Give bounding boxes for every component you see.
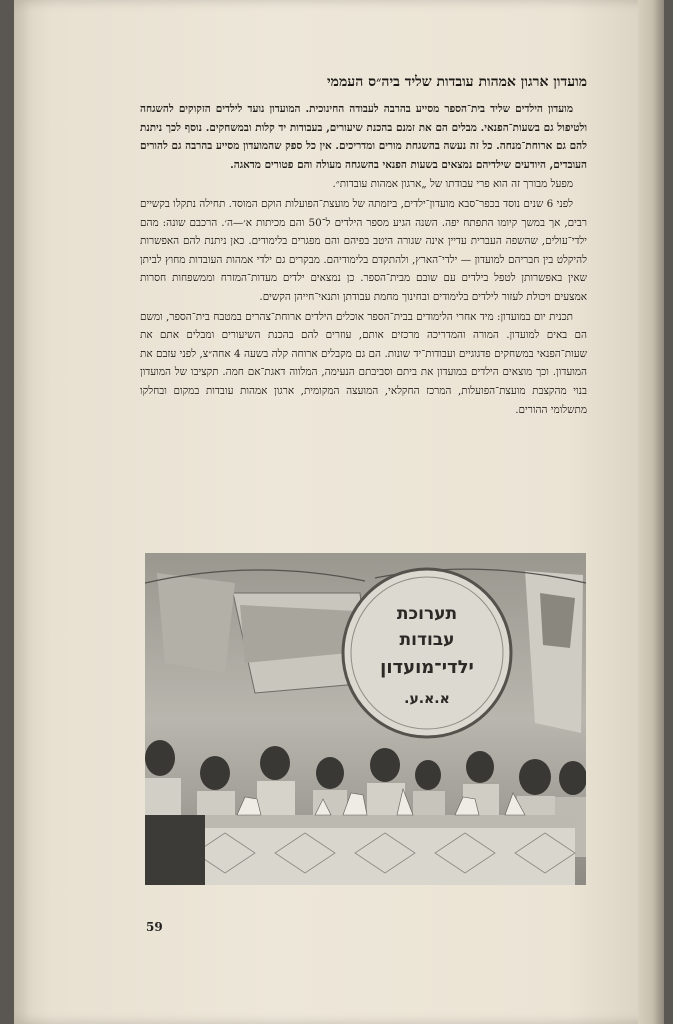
paragraph-daily-schedule: תכנית יום במועדון: מיד אחרי הלימודים בבית־הספר אוכלים הילדים ארוחת־צהרים במטבח בית־הספר, ומשם הם באים למועדון. המורה והמדריכה מרכזים אותם, עוזרים להם בהכנת השיעורים ומבלים אתם את שעות־הפנאי במשחקים פדגוגיים ועבודות־יד שונות. הם גם מקבלים ארוחה קלה בשעה 4 אחה״צ, לפני עזבם את המועדון. וכך מוצאים הילדים במועדון את ביתם וסביבתם הנעימה, המלווה דאגת־אם חמה. תקציבו של המועדון בנוי מהקצבת מועצת־הפועלות, המרכז החקלאי, המועצה המקומית, ארגון אמהות עובדות במקום ובחלקו מתשלומי ההורים. — [140, 310, 587, 416]
photo-illustration — [145, 553, 586, 885]
exhibition-sign — [343, 569, 511, 737]
paragraph-history: לפני 6 שנים נוסד בכפר־סבא מועדון־ילדים, ביזמתה של מועצת־הפועלות הוקם המוסד. תחילה נתקלו בקשיים רבים, אך במשך קיומו התפתח יפה. השנה הגיע מספר הילדים ל־50 והם מכיתות א׳—ה׳. הרכבם שונה: מהם ילדי־עולים, שהשפה העברית עדיין אינה שגורה היטב בפיהם והם מפגרים בלימודים. כאן ניתנת להם האפשרות להיקלט בין חבריהם למועדון — ילדי־הארץ, ולהתקדם בלימודיהם. מבקרים גם ילדי אמהות העובדות מחוץ לביתן שאין באפשרותן לטפל בילדים עם שובם מבית־הספר. כן נמצאים ילדים מעדות־המזרח וממשפחות חסרות אמצעים ויכולת לעזור לילדים בלימודים ובחינוך מחמת עבודתן ותנאי־חייהן הקשים. — [140, 197, 587, 303]
page-number: 59 — [146, 920, 163, 934]
article-body — [140, 100, 587, 419]
sign-line-2: עבודות — [399, 630, 455, 650]
sign-line-1: תערוכת — [396, 604, 458, 624]
book-binding-shadow — [638, 0, 664, 1024]
paragraph-intro: מועדון הילדים שליד בית־הספר מסייע בהרבה לעבודה החינוכית. המועדון נועד לילדים הזקוקים להשגחה ולטיפול גם בשעות־הפנאי. מבלים הם את זמנם בהכנת שיעורים, בעבודות יד קלות ובמשחקים. נוסף לכך ניתנת להם גם ארוחת־מנחה. כל זה נעשה בהשגחת מורים ומדריכים. אין כל ספק שהמועדון מסייע בהרבה גם להורים העובדים, היודעים שילדיהם נמצאים בשעות הפנאי בהשגחה מעולה והם פטורים מדאגה. — [140, 103, 587, 171]
book-page — [14, 0, 664, 1024]
exhibition-photo — [145, 553, 586, 885]
sign-line-3: ילדי־מועדון — [380, 657, 474, 678]
paragraph-organization: מפעל מבורך זה הוא פרי עבודתו של „ארגון אמהות עובדות״. — [332, 178, 573, 191]
sign-line-4: א.א.ע. — [404, 691, 450, 707]
article-title: מועדון ארגון אמהות עובדות שליד ביה״ס העממי — [327, 74, 587, 90]
